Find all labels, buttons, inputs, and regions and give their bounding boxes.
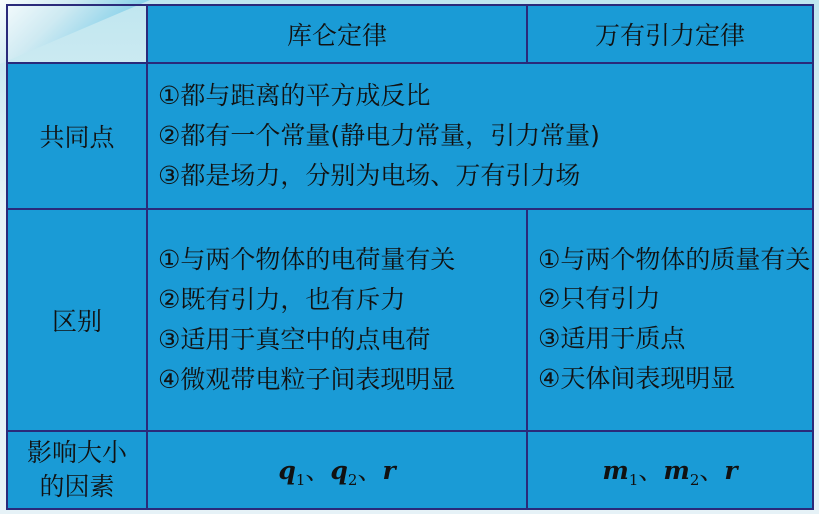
var-q: q — [278, 456, 296, 485]
factors-gravity-cell — [527, 431, 813, 509]
subscript: 1 — [295, 471, 306, 489]
difference-gravity-cell — [527, 209, 813, 431]
var-r: r — [724, 456, 738, 485]
var-m: m — [602, 456, 629, 485]
gravity-diff-item: ①与两个物体的质量有关 — [538, 245, 811, 274]
separator: 、 — [357, 456, 383, 485]
var-r: r — [382, 456, 396, 485]
common-points-cell — [147, 63, 813, 209]
comparison-table — [6, 4, 814, 510]
gravity-diff-item: ②只有引力 — [538, 284, 661, 313]
subscript: 2 — [347, 471, 358, 489]
coulomb-diff-item: ④微观带电粒子间表现明显 — [158, 365, 456, 394]
coulomb-diff-item: ②既有引力，也有斥力 — [158, 285, 406, 314]
factors-coulomb-cell — [147, 431, 527, 509]
coulomb-diff-item: ③适用于真空中的点电荷 — [158, 325, 431, 354]
gravity-diff-item: ④天体间表现明显 — [538, 364, 736, 393]
common-item: ②都有一个常量(静电力常量，引力常量) — [158, 121, 600, 150]
row-label-factors — [7, 431, 147, 509]
var-q: q — [330, 456, 348, 485]
row-label-difference: 区别 — [7, 209, 147, 431]
subscript: 2 — [689, 471, 700, 489]
gravity-diff-item: ③适用于质点 — [538, 324, 686, 353]
header-blank-cell — [7, 5, 147, 63]
separator: 、 — [699, 456, 725, 485]
common-item: ③都是场力，分别为电场、万有引力场 — [158, 161, 581, 190]
subscript: 1 — [628, 471, 639, 489]
row-label-common: 共同点 — [7, 63, 147, 209]
factors-label-line2: 的因素 — [39, 472, 115, 501]
common-item: ①都与距离的平方成反比 — [158, 81, 431, 110]
factors-label-line1: 影响大小 — [26, 438, 127, 467]
difference-coulomb-cell — [147, 209, 527, 431]
header-coulomb: 库仑定律 — [147, 5, 527, 63]
coulomb-diff-item: ①与两个物体的电荷量有关 — [158, 245, 456, 274]
var-m: m — [663, 456, 690, 485]
separator: 、 — [638, 456, 664, 485]
header-gravity: 万有引力定律 — [527, 5, 813, 63]
separator: 、 — [305, 456, 331, 485]
